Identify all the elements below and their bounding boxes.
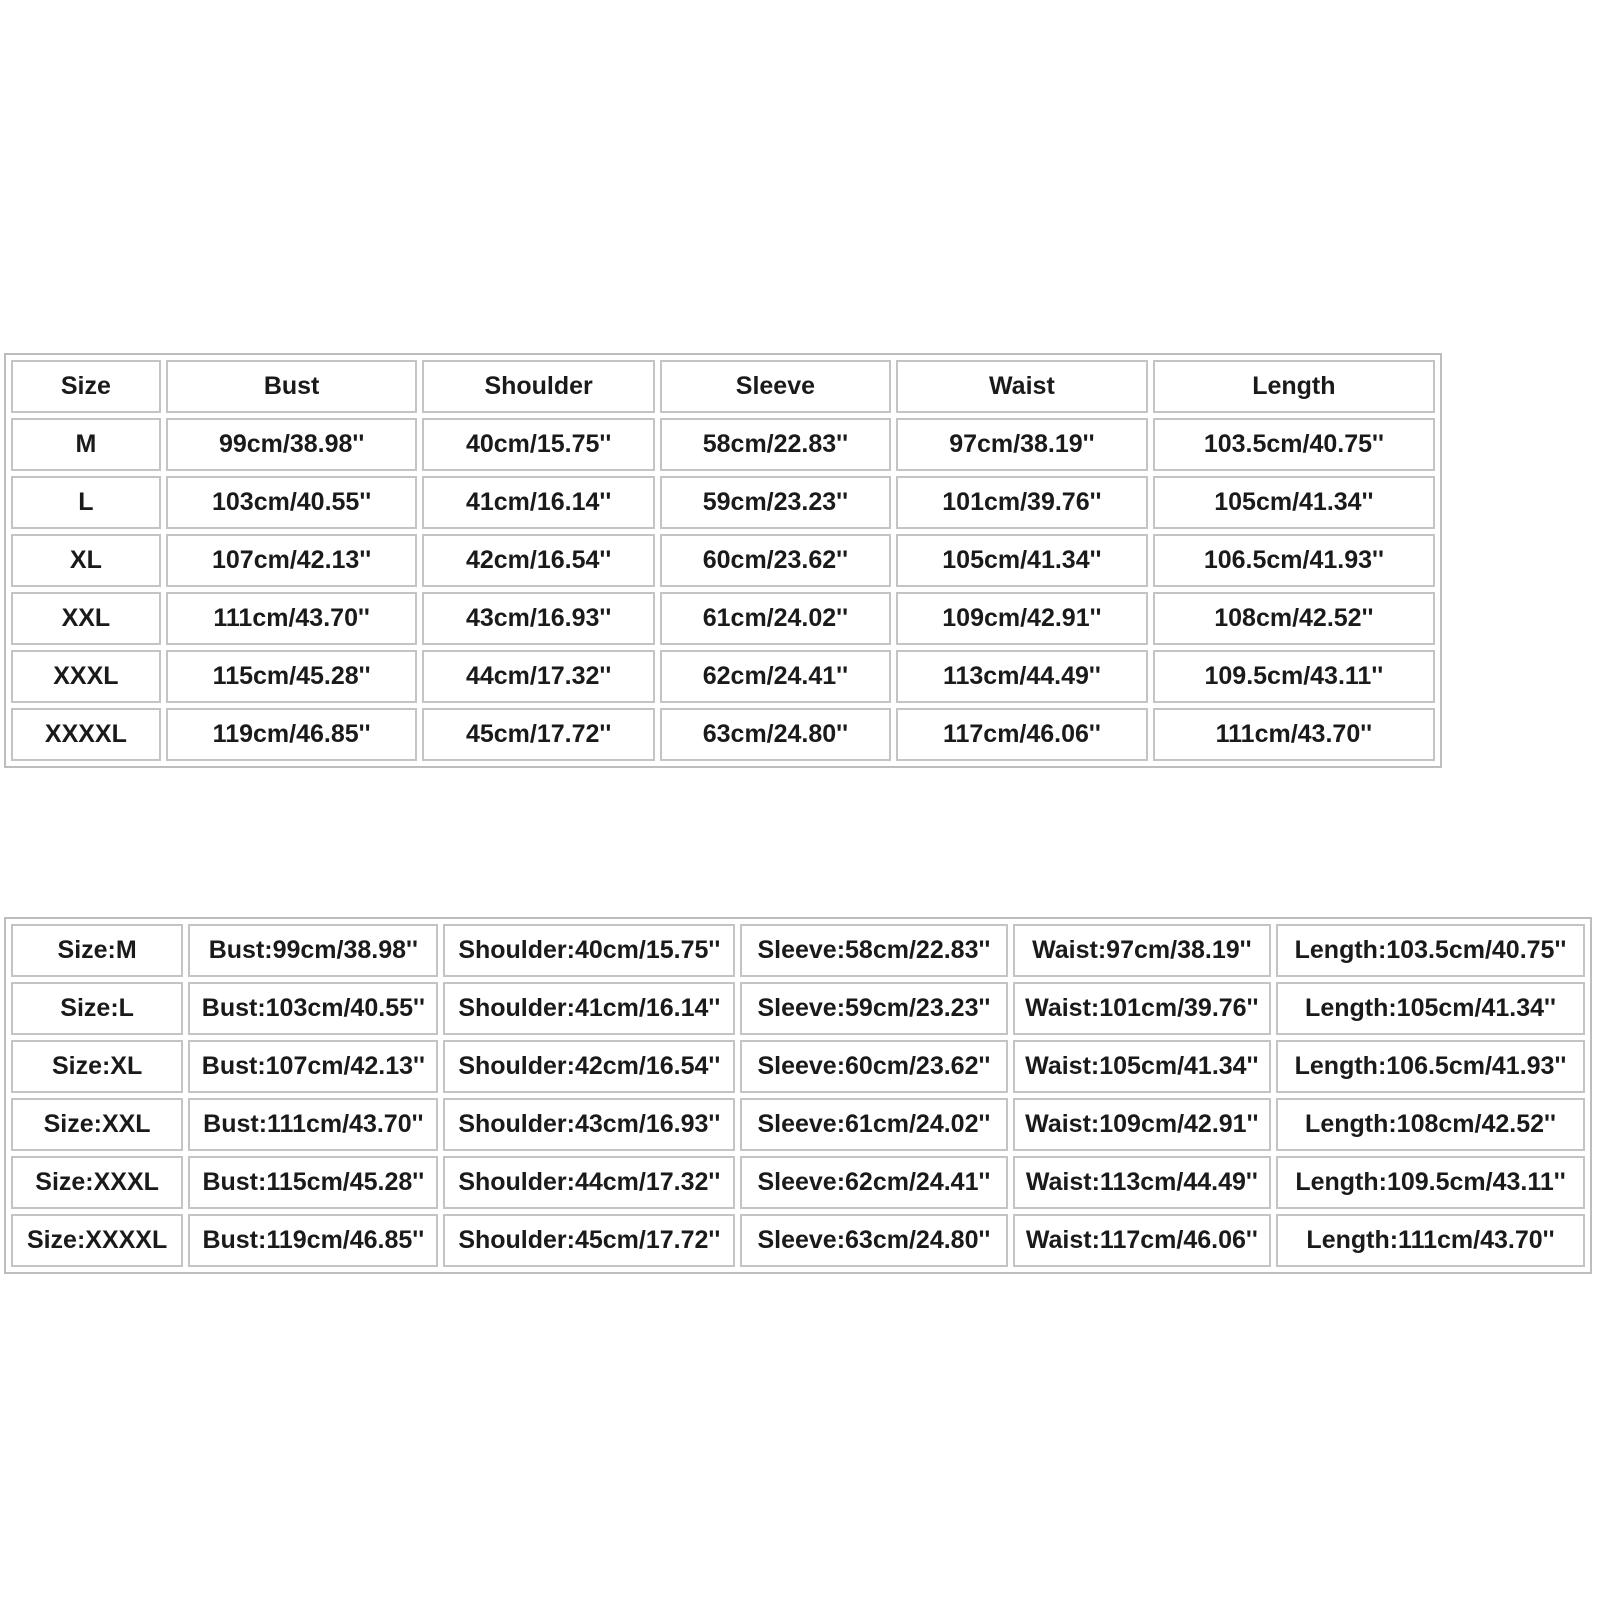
table-cell: 60cm/23.62'' <box>660 534 891 587</box>
table-row <box>11 1156 1585 1209</box>
table-cell: Shoulder:45cm/17.72'' <box>443 1214 735 1267</box>
table-row <box>11 418 1435 471</box>
size-chart-labeled-table <box>4 917 1592 1274</box>
table-cell: 103cm/40.55'' <box>166 476 418 529</box>
table-cell: M <box>11 418 161 471</box>
table-cell: 109.5cm/43.11'' <box>1153 650 1435 703</box>
table-cell: Bust:119cm/46.85'' <box>188 1214 438 1267</box>
table-cell: Size:M <box>11 924 183 977</box>
table-row <box>11 1214 1585 1267</box>
table-cell: Sleeve:62cm/24.41'' <box>740 1156 1007 1209</box>
table-row <box>11 708 1435 761</box>
table-cell: Size:XXL <box>11 1098 183 1151</box>
table-cell: 43cm/16.93'' <box>422 592 654 645</box>
table-cell: Bust:111cm/43.70'' <box>188 1098 438 1151</box>
table-header-row <box>11 360 1435 413</box>
size-chart-table <box>4 353 1442 768</box>
table-cell: 58cm/22.83'' <box>660 418 891 471</box>
table-cell: Length:111cm/43.70'' <box>1276 1214 1585 1267</box>
table-cell: 106.5cm/41.93'' <box>1153 534 1435 587</box>
table-cell: 45cm/17.72'' <box>422 708 654 761</box>
table-row <box>11 592 1435 645</box>
header-cell: Size <box>11 360 161 413</box>
table-cell: 101cm/39.76'' <box>896 476 1148 529</box>
table-row <box>11 534 1435 587</box>
table-cell: 97cm/38.19'' <box>896 418 1148 471</box>
table-cell: 59cm/23.23'' <box>660 476 891 529</box>
table-cell: Size:XXXXL <box>11 1214 183 1267</box>
table-cell: XXL <box>11 592 161 645</box>
table-cell: 119cm/46.85'' <box>166 708 418 761</box>
table-row <box>11 476 1435 529</box>
table-cell: Waist:105cm/41.34'' <box>1013 1040 1271 1093</box>
table-cell: 103.5cm/40.75'' <box>1153 418 1435 471</box>
table-row <box>11 1040 1585 1093</box>
table-cell: XL <box>11 534 161 587</box>
table-cell: Sleeve:58cm/22.83'' <box>740 924 1007 977</box>
table-cell: 99cm/38.98'' <box>166 418 418 471</box>
table-cell: Length:105cm/41.34'' <box>1276 982 1585 1035</box>
header-cell: Shoulder <box>422 360 654 413</box>
table-cell: Length:106.5cm/41.93'' <box>1276 1040 1585 1093</box>
table-cell: Bust:99cm/38.98'' <box>188 924 438 977</box>
table-row <box>11 650 1435 703</box>
table-cell: 63cm/24.80'' <box>660 708 891 761</box>
table-cell: XXXL <box>11 650 161 703</box>
table-cell: Size:XXXL <box>11 1156 183 1209</box>
table-cell: Size:L <box>11 982 183 1035</box>
table-cell: Sleeve:60cm/23.62'' <box>740 1040 1007 1093</box>
table-cell: Waist:97cm/38.19'' <box>1013 924 1271 977</box>
table-cell: 115cm/45.28'' <box>166 650 418 703</box>
table-cell: XXXXL <box>11 708 161 761</box>
table-cell: 111cm/43.70'' <box>1153 708 1435 761</box>
table-cell: 111cm/43.70'' <box>166 592 418 645</box>
table-cell: Sleeve:63cm/24.80'' <box>740 1214 1007 1267</box>
table-row <box>11 1098 1585 1151</box>
table-cell: 105cm/41.34'' <box>1153 476 1435 529</box>
table-cell: 41cm/16.14'' <box>422 476 654 529</box>
table-cell: Waist:109cm/42.91'' <box>1013 1098 1271 1151</box>
table-cell: Length:109.5cm/43.11'' <box>1276 1156 1585 1209</box>
table-cell: 40cm/15.75'' <box>422 418 654 471</box>
table-cell: 62cm/24.41'' <box>660 650 891 703</box>
header-cell: Bust <box>166 360 418 413</box>
table-cell: Waist:117cm/46.06'' <box>1013 1214 1271 1267</box>
table-cell: Length:108cm/42.52'' <box>1276 1098 1585 1151</box>
table-cell: 109cm/42.91'' <box>896 592 1148 645</box>
table-cell: 113cm/44.49'' <box>896 650 1148 703</box>
table-cell: 42cm/16.54'' <box>422 534 654 587</box>
table-cell: Waist:113cm/44.49'' <box>1013 1156 1271 1209</box>
table-cell: Shoulder:44cm/17.32'' <box>443 1156 735 1209</box>
table-cell: 107cm/42.13'' <box>166 534 418 587</box>
table-cell: L <box>11 476 161 529</box>
table-row <box>11 924 1585 977</box>
table-cell: Size:XL <box>11 1040 183 1093</box>
table-cell: Shoulder:43cm/16.93'' <box>443 1098 735 1151</box>
table-cell: Waist:101cm/39.76'' <box>1013 982 1271 1035</box>
table-cell: Bust:115cm/45.28'' <box>188 1156 438 1209</box>
table-cell: Length:103.5cm/40.75'' <box>1276 924 1585 977</box>
table-cell: Shoulder:42cm/16.54'' <box>443 1040 735 1093</box>
table-cell: Sleeve:61cm/24.02'' <box>740 1098 1007 1151</box>
header-cell: Waist <box>896 360 1148 413</box>
table-cell: Bust:103cm/40.55'' <box>188 982 438 1035</box>
header-cell: Sleeve <box>660 360 891 413</box>
table-cell: Shoulder:40cm/15.75'' <box>443 924 735 977</box>
table-cell: 105cm/41.34'' <box>896 534 1148 587</box>
table-cell: Sleeve:59cm/23.23'' <box>740 982 1007 1035</box>
header-cell: Length <box>1153 360 1435 413</box>
table-cell: 117cm/46.06'' <box>896 708 1148 761</box>
table-cell: Shoulder:41cm/16.14'' <box>443 982 735 1035</box>
table-cell: 44cm/17.32'' <box>422 650 654 703</box>
table-row <box>11 982 1585 1035</box>
table-cell: 61cm/24.02'' <box>660 592 891 645</box>
table-cell: Bust:107cm/42.13'' <box>188 1040 438 1093</box>
table-cell: 108cm/42.52'' <box>1153 592 1435 645</box>
